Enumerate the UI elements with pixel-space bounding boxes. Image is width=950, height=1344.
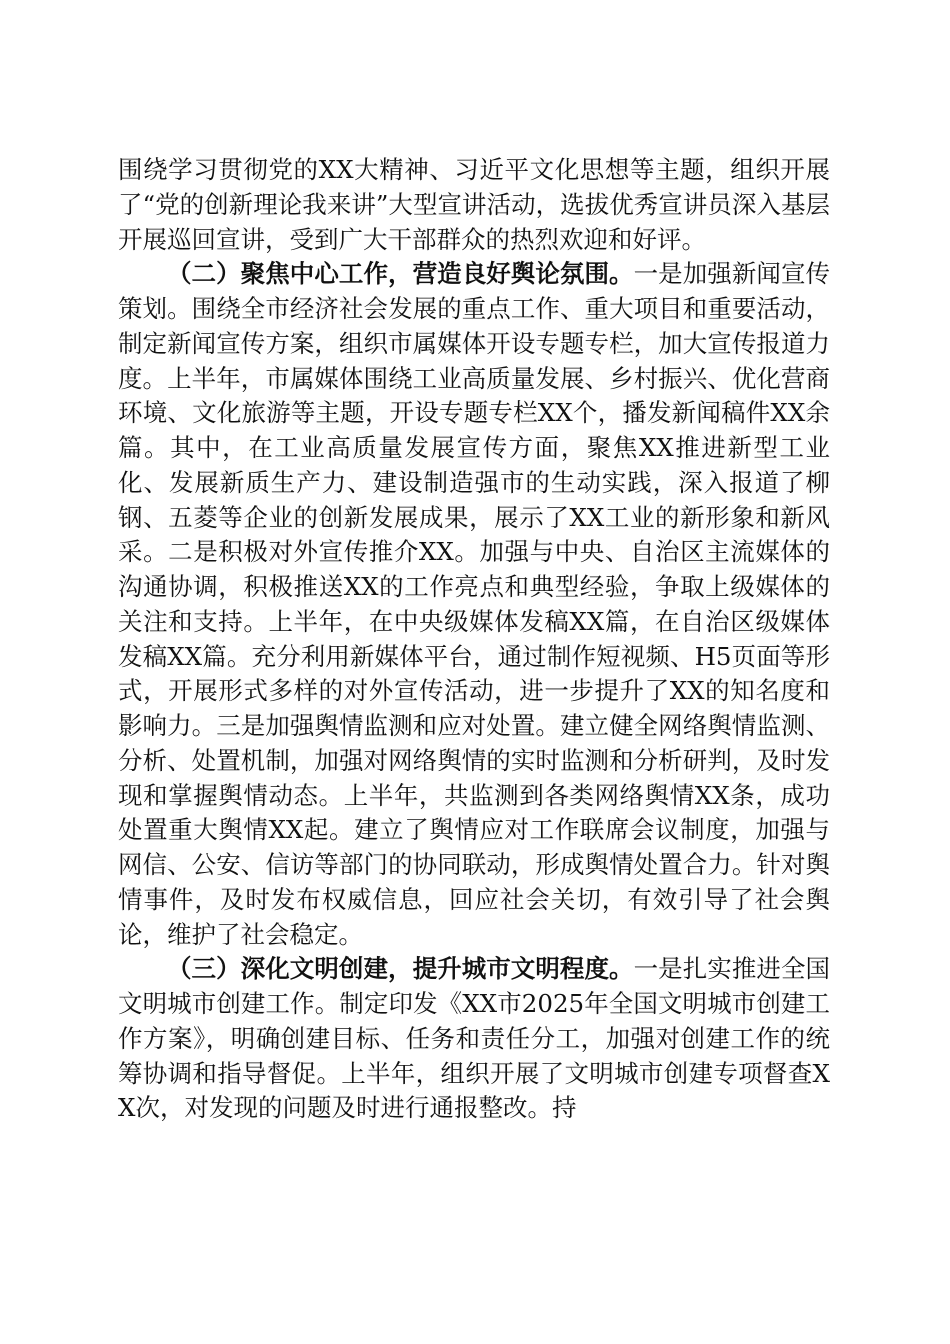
section-heading: （三）深化文明创建，提升城市文明程度。	[167, 954, 634, 984]
document-page	[118, 153, 830, 1126]
section-heading: （二）聚焦中心工作，营造良好舆论氛围。	[167, 259, 634, 289]
paragraph-body: 一是扎实推进全国文明城市创建工作。制定印发《XX市2025年全国文明城市创建工作方案》，明确创建目标、任务和责任分工，加强对创建工作的统筹协调和指导督促。上半年，组织开展了文明城市创建专项督查XX次，对发现的问题及时进行通报整改。持	[118, 954, 831, 1123]
paragraph-section-2	[118, 257, 830, 952]
paragraph-section-3	[118, 952, 830, 1126]
paragraph-continuation	[118, 153, 830, 257]
paragraph-body: 围绕学习贯彻党的XX大精神、习近平文化思想等主题，组织开展了“党的创新理论我来讲”大型宣讲活动，选拔优秀宣讲员深入基层开展巡回宣讲，受到广大干部群众的热烈欢迎和好评。	[118, 155, 830, 254]
paragraph-body: 一是加强新闻宣传策划。围绕全市经济社会发展的重点工作、重大项目和重要活动，制定新闻宣传方案，组织市属媒体开设专题专栏，加大宣传报道力度。上半年，市属媒体围绕工业高质量发展、乡村振兴、优化营商环境、文化旅游等主题，开设专题专栏XX个，播发新闻稿件XX余篇。其中，在工业高质量发展宣传方面，聚焦XX推进新型工业化、发展新质生产力、建设制造强市的生动实践，深入报道了柳钢、五菱等企业的创新发展成果，展示了XX工业的新形象和新风采。二是积极对外宣传推介XX。加强与中央、自治区主流媒体的沟通协调，积极推送XX的工作亮点和典型经验，争取上级媒体的关注和支持。上半年，在中央级媒体发稿XX篇，在自治区级媒体发稿XX篇。充分利用新媒体平台，通过制作短视频、H5页面等形式，开展形式多样的对外宣传活动，进一步提升了XX的知名度和影响力。三是加强舆情监测和应对处置。建立健全网络舆情监测、分析、处置机制，加强对网络舆情的实时监测和分析研判，及时发现和掌握舆情动态。上半年，共监测到各类网络舆情XX条，成功处置重大舆情XX起。建立了舆情应对工作联席会议制度，加强与网信、公安、信访等部门的协同联动，形成舆情处置合力。针对舆情事件，及时发布权威信息，回应社会关切，有效引导了社会舆论，维护了社会稳定。	[118, 259, 831, 949]
